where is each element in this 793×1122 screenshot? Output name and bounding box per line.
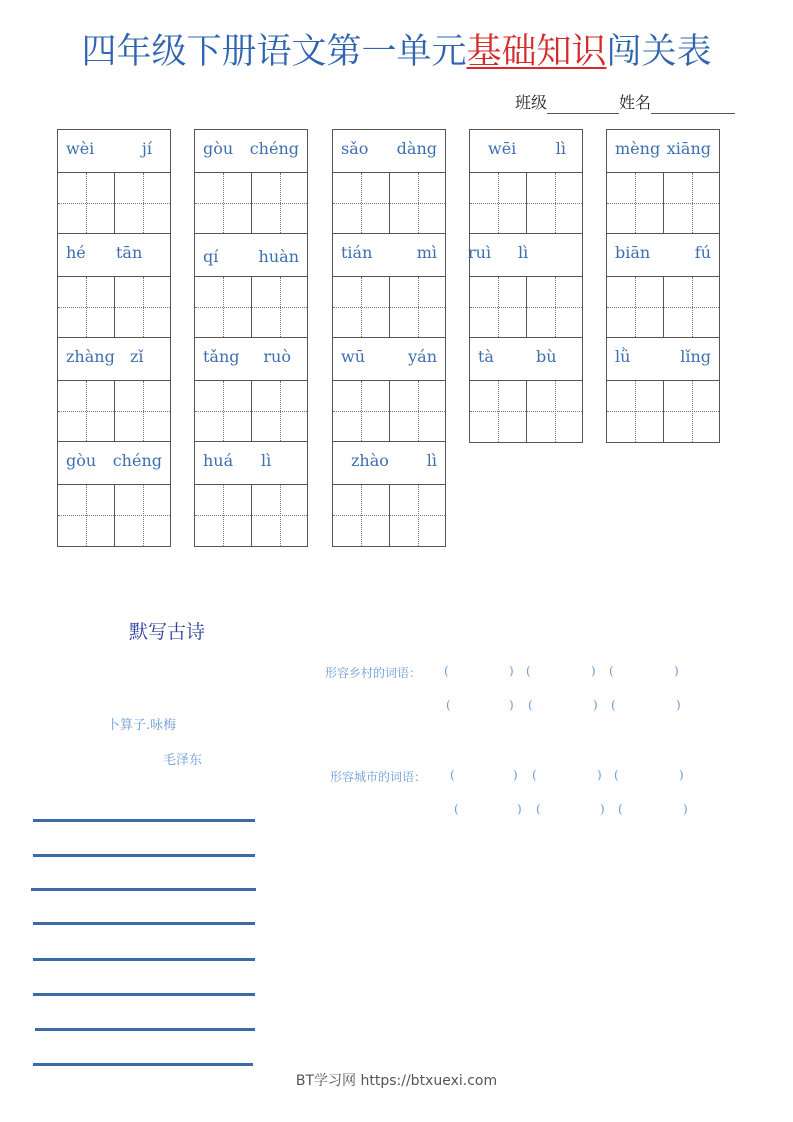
pinyin-syllable: chéng — [112, 451, 162, 470]
grid-guide-horizontal — [58, 411, 170, 412]
pinyin-column-5 — [606, 129, 720, 443]
pinyin-syllable: tān — [116, 243, 143, 262]
writing-grid[interactable] — [58, 277, 170, 338]
class-field[interactable] — [547, 95, 619, 114]
open-paren: ( — [526, 664, 531, 678]
open-paren: ( — [532, 768, 537, 782]
pinyin-syllable: mèng — [615, 139, 661, 158]
writing-grid[interactable] — [333, 277, 445, 338]
grid-guide-horizontal — [607, 307, 719, 308]
writing-line[interactable] — [31, 888, 256, 891]
close-paren: ) — [676, 698, 681, 712]
grid-guide-horizontal — [333, 411, 445, 412]
title-highlight: 基础知识 — [466, 32, 607, 72]
pinyin-syllable: hé — [66, 243, 86, 262]
close-paren: ) — [600, 802, 605, 816]
open-paren: ( — [609, 664, 614, 678]
grid-guide-horizontal — [470, 307, 582, 308]
grid-guide-horizontal — [333, 307, 445, 308]
close-paren: ) — [509, 698, 514, 712]
writing-grid[interactable] — [470, 277, 582, 338]
pinyin-header — [195, 130, 307, 173]
pinyin-header — [195, 442, 307, 485]
pinyin-syllable: gòu — [203, 139, 234, 158]
poem-name: 卜算子.咏梅 — [107, 718, 177, 733]
poem-section-title: 默写古诗 — [129, 621, 206, 643]
writing-grid[interactable] — [195, 173, 307, 234]
grid-guide-horizontal — [333, 203, 445, 204]
pinyin-header — [607, 130, 719, 173]
footer-watermark: BT学习网 https://btxuexi.com — [295, 1073, 498, 1089]
pinyin-column-3 — [332, 129, 446, 547]
pinyin-syllable: lǜ — [615, 347, 631, 366]
close-paren: ) — [509, 664, 514, 678]
pinyin-header — [607, 338, 719, 381]
pinyin-syllable: zhào — [351, 451, 389, 470]
writing-line[interactable] — [33, 854, 255, 857]
pinyin-syllable: tà — [478, 347, 494, 366]
pinyin-syllable: huá — [203, 451, 234, 470]
pinyin-syllable: sǎo — [341, 139, 369, 158]
pinyin-header — [58, 442, 170, 485]
name-field[interactable] — [651, 95, 735, 114]
writing-grid[interactable] — [58, 381, 170, 442]
pinyin-header — [333, 130, 445, 173]
pinyin-syllable: gòu — [66, 451, 97, 470]
open-paren: ( — [618, 802, 623, 816]
grid-guide-horizontal — [195, 411, 307, 412]
pinyin-syllable: mì — [416, 243, 437, 262]
pinyin-syllable: wèi — [66, 139, 95, 158]
grid-guide-horizontal — [195, 203, 307, 204]
writing-line[interactable] — [33, 993, 255, 996]
pinyin-header — [333, 234, 445, 277]
pinyin-header — [470, 338, 582, 381]
class-label: 班级 — [515, 93, 548, 112]
pinyin-header — [195, 338, 307, 381]
pinyin-syllable: ruò — [263, 347, 291, 366]
writing-grid[interactable] — [607, 277, 719, 338]
close-paren: ) — [593, 698, 598, 712]
close-paren: ) — [679, 768, 684, 782]
pinyin-syllable: lǐng — [680, 347, 711, 366]
pinyin-syllable: qí — [203, 247, 219, 266]
open-paren: ( — [536, 802, 541, 816]
title-part1: 四年级下册语文第一单元 — [81, 32, 467, 72]
pinyin-syllable: lì — [518, 243, 529, 262]
rural-words-label: 形容乡村的词语： — [325, 666, 422, 680]
pinyin-header — [333, 338, 445, 381]
writing-line[interactable] — [33, 1063, 253, 1066]
urban-words-label: 形容城市的词语： — [330, 770, 427, 784]
writing-grid[interactable] — [195, 277, 307, 338]
grid-guide-horizontal — [58, 515, 170, 516]
pinyin-header — [58, 338, 170, 381]
pinyin-syllable: lì — [555, 139, 566, 158]
pinyin-syllable: yán — [408, 347, 437, 366]
close-paren: ) — [683, 802, 688, 816]
pinyin-header — [333, 442, 445, 485]
open-paren: ( — [450, 768, 455, 782]
pinyin-header — [58, 130, 170, 173]
close-paren: ) — [513, 768, 518, 782]
writing-grid[interactable] — [607, 381, 719, 442]
writing-grid[interactable] — [333, 381, 445, 442]
pinyin-syllable: zhàng — [66, 347, 115, 366]
title-part2: 闯关表 — [606, 32, 712, 72]
grid-guide-horizontal — [58, 203, 170, 204]
pinyin-syllable: dàng — [396, 139, 437, 158]
pinyin-syllable: xiāng — [666, 139, 711, 158]
grid-guide-horizontal — [607, 411, 719, 412]
writing-line[interactable] — [33, 922, 255, 925]
pinyin-header — [58, 234, 170, 277]
pinyin-header — [195, 234, 307, 277]
pinyin-header — [470, 234, 582, 277]
open-paren: ( — [446, 698, 451, 712]
writing-line[interactable] — [35, 1028, 255, 1031]
pinyin-syllable: ruì — [468, 243, 492, 262]
grid-guide-horizontal — [470, 411, 582, 412]
pinyin-syllable: bù — [536, 347, 557, 366]
pinyin-syllable: chéng — [249, 139, 299, 158]
pinyin-column-4 — [469, 129, 583, 443]
name-label: 姓名 — [619, 93, 652, 112]
grid-guide-horizontal — [607, 203, 719, 204]
student-info — [515, 92, 735, 114]
writing-line[interactable] — [33, 958, 255, 961]
pinyin-syllable: zǐ — [130, 347, 144, 366]
pinyin-syllable: huàn — [258, 247, 299, 266]
pinyin-syllable: tǎng — [203, 347, 240, 366]
pinyin-column-1 — [57, 129, 171, 547]
writing-grid[interactable] — [333, 485, 445, 546]
writing-line[interactable] — [33, 819, 255, 822]
pinyin-syllable: wēi — [488, 139, 517, 158]
writing-grid[interactable] — [195, 485, 307, 546]
close-paren: ) — [674, 664, 679, 678]
writing-grid[interactable] — [333, 173, 445, 234]
pinyin-syllable: lì — [426, 451, 437, 470]
pinyin-syllable: jí — [141, 139, 152, 158]
writing-grid[interactable] — [607, 173, 719, 234]
close-paren: ) — [597, 768, 602, 782]
writing-grid[interactable] — [470, 173, 582, 234]
writing-grid[interactable] — [58, 485, 170, 546]
open-paren: ( — [611, 698, 616, 712]
grid-guide-horizontal — [333, 515, 445, 516]
poem-author: 毛泽东 — [163, 753, 203, 768]
pinyin-syllable: lì — [261, 451, 272, 470]
writing-grid[interactable] — [195, 381, 307, 442]
open-paren: ( — [454, 802, 459, 816]
open-paren: ( — [528, 698, 533, 712]
grid-guide-horizontal — [195, 307, 307, 308]
pinyin-syllable: wū — [341, 347, 365, 366]
page-title — [0, 28, 793, 76]
pinyin-syllable: biān — [615, 243, 651, 262]
writing-grid[interactable] — [470, 381, 582, 442]
pinyin-header — [470, 130, 582, 173]
pinyin-syllable: fú — [694, 243, 711, 262]
close-paren: ) — [517, 802, 522, 816]
pinyin-syllable: tián — [341, 243, 373, 262]
open-paren: ( — [614, 768, 619, 782]
open-paren: ( — [444, 664, 449, 678]
grid-guide-horizontal — [470, 203, 582, 204]
writing-grid[interactable] — [58, 173, 170, 234]
grid-guide-horizontal — [58, 307, 170, 308]
grid-guide-horizontal — [195, 515, 307, 516]
pinyin-header — [607, 234, 719, 277]
close-paren: ) — [591, 664, 596, 678]
pinyin-column-2 — [194, 129, 308, 547]
